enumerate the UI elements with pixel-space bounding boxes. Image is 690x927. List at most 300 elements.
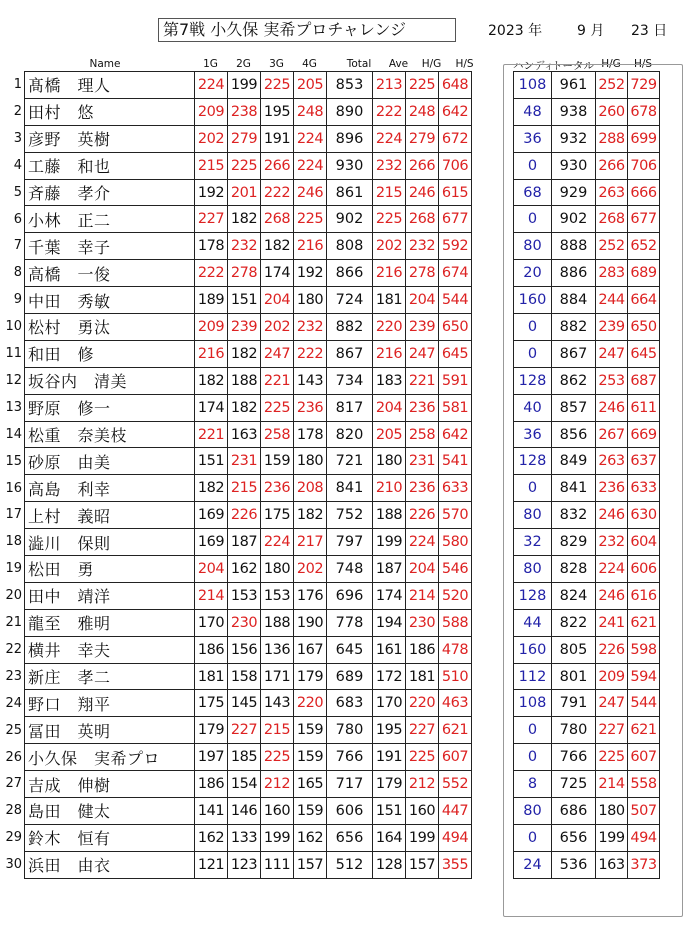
handicap: 48 [514,98,552,125]
row-number: 18 [5,534,22,550]
high-series: 633 [439,475,472,502]
handicap-table [513,71,660,879]
game-score: 221 [261,367,294,394]
header-name: Name [89,58,121,70]
game-score: 222 [294,340,327,367]
game-score: 187 [228,529,261,556]
game-score: 216 [294,233,327,260]
grand-total: 857 [552,394,596,421]
table-row [25,529,472,556]
high-series: 546 [439,556,472,583]
game-score: 159 [294,798,327,825]
table-row [25,394,472,421]
game-score: 258 [261,421,294,448]
game-score: 121 [195,851,228,878]
handicap-high-series: 699 [628,125,660,152]
game-score: 192 [195,179,228,206]
player-name: 小林 正二 [25,206,195,233]
game-score: 180 [294,448,327,475]
player-name: 浜田 由衣 [25,851,195,878]
player-name: 鈴木 恒有 [25,824,195,851]
handicap-high-game: 247 [596,340,628,367]
table-row [25,824,472,851]
handicap: 24 [514,851,552,878]
average-score: 170 [373,690,406,717]
high-game: 224 [406,529,439,556]
table-row [514,529,660,556]
table-row [514,771,660,798]
row-number: 8 [13,265,22,281]
header-grand-total: トータル [552,60,594,72]
game-score: 236 [261,475,294,502]
grand-total: 801 [552,663,596,690]
handicap-high-game: 283 [596,260,628,287]
high-series: 570 [439,502,472,529]
grand-total: 841 [552,475,596,502]
game-score: 224 [294,125,327,152]
grand-total: 536 [552,851,596,878]
game-score: 186 [195,771,228,798]
grand-total: 856 [552,421,596,448]
row-number: 23 [5,668,22,684]
grand-total: 780 [552,717,596,744]
average-score: 161 [373,636,406,663]
game-score: 224 [261,529,294,556]
game-score: 246 [294,179,327,206]
average-score: 181 [373,287,406,314]
table-row [25,609,472,636]
table-row [514,287,660,314]
table-row [514,475,660,502]
row-number: 3 [13,130,22,146]
game-score: 159 [294,744,327,771]
table-row [25,582,472,609]
row-number: 15 [5,453,22,469]
game-score: 202 [195,125,228,152]
header-handicap: ハンディ [513,60,555,72]
handicap-high-series: 373 [628,851,660,878]
row-number: 27 [5,776,22,792]
high-game: 248 [406,98,439,125]
high-series: 672 [439,125,472,152]
game-score: 159 [261,448,294,475]
game-score: 143 [294,367,327,394]
game-score: 178 [195,233,228,260]
total-score: 896 [327,125,373,152]
game-score: 202 [294,556,327,583]
high-game: 227 [406,717,439,744]
game-score: 231 [228,448,261,475]
game-score: 178 [294,421,327,448]
high-game: 266 [406,152,439,179]
game-score: 180 [294,287,327,314]
player-name: 和田 修 [25,340,195,367]
high-series: 478 [439,636,472,663]
total-score: 606 [327,798,373,825]
handicap-high-game: 266 [596,152,628,179]
date-day: 23 日 [631,23,668,39]
game-score: 222 [261,179,294,206]
high-game: 278 [406,260,439,287]
game-score: 169 [195,529,228,556]
row-number: 13 [5,399,22,415]
handicap-high-series: 633 [628,475,660,502]
grand-total: 929 [552,179,596,206]
game-score: 182 [195,367,228,394]
high-game: 221 [406,367,439,394]
average-score: 174 [373,582,406,609]
handicap-high-series: 611 [628,394,660,421]
game-score: 266 [261,152,294,179]
row-number: 30 [5,857,22,873]
table-row [514,367,660,394]
handicap-high-game: 225 [596,744,628,771]
game-score: 192 [294,260,327,287]
game-score: 197 [195,744,228,771]
game-score: 199 [228,72,261,99]
grand-total: 867 [552,340,596,367]
grand-total: 961 [552,72,596,99]
handicap: 36 [514,421,552,448]
game-score: 247 [261,340,294,367]
handicap: 0 [514,475,552,502]
handicap-high-series: 669 [628,421,660,448]
game-score: 225 [294,206,327,233]
high-game: 186 [406,636,439,663]
handicap-high-game: 244 [596,287,628,314]
game-score: 208 [294,475,327,502]
game-score: 189 [195,287,228,314]
total-score: 683 [327,690,373,717]
high-series: 355 [439,851,472,878]
game-score: 227 [195,206,228,233]
table-row [25,125,472,152]
handicap-high-series: 645 [628,340,660,367]
row-number: 26 [5,749,22,765]
total-score: 656 [327,824,373,851]
game-score: 214 [195,582,228,609]
average-score: 187 [373,556,406,583]
average-score: 199 [373,529,406,556]
handicap-high-game: 227 [596,717,628,744]
table-row [25,636,472,663]
header-hs2: H/S [633,58,653,70]
game-score: 179 [294,663,327,690]
handicap-high-game: 253 [596,367,628,394]
handicap-high-game: 226 [596,636,628,663]
high-series: 588 [439,609,472,636]
total-score: 853 [327,72,373,99]
average-score: 128 [373,851,406,878]
grand-total: 886 [552,260,596,287]
average-score: 202 [373,233,406,260]
average-score: 194 [373,609,406,636]
high-game: 230 [406,609,439,636]
table-row [514,179,660,206]
high-game: 225 [406,72,439,99]
average-score: 216 [373,340,406,367]
average-score: 172 [373,663,406,690]
grand-total: 888 [552,233,596,260]
game-score: 238 [228,98,261,125]
handicap-high-series: 687 [628,367,660,394]
table-row [514,556,660,583]
game-score: 221 [195,421,228,448]
table-row [25,798,472,825]
grand-total: 766 [552,744,596,771]
high-game: 157 [406,851,439,878]
row-number: 16 [5,480,22,496]
high-series: 621 [439,717,472,744]
game-score: 232 [228,233,261,260]
table-row [25,233,472,260]
high-series: 642 [439,98,472,125]
high-series: 591 [439,367,472,394]
game-score: 225 [228,152,261,179]
high-series: 552 [439,771,472,798]
player-name: 野口 翔平 [25,690,195,717]
table-row [514,394,660,421]
handicap-high-series: 558 [628,771,660,798]
row-number: 29 [5,830,22,846]
game-score: 157 [294,851,327,878]
high-series: 674 [439,260,472,287]
handicap: 0 [514,824,552,851]
grand-total: 884 [552,287,596,314]
game-score: 205 [294,72,327,99]
game-score: 225 [261,72,294,99]
game-score: 171 [261,663,294,690]
game-score: 195 [261,98,294,125]
average-score: 179 [373,771,406,798]
table-row [514,744,660,771]
grand-total: 824 [552,582,596,609]
high-game: 236 [406,475,439,502]
row-number: 7 [13,238,22,254]
high-series: 463 [439,690,472,717]
total-score: 766 [327,744,373,771]
row-number: 2 [13,103,22,119]
player-name: 千葉 幸子 [25,233,195,260]
grand-total: 849 [552,448,596,475]
grand-total: 656 [552,824,596,851]
game-score: 151 [195,448,228,475]
high-series: 520 [439,582,472,609]
handicap: 108 [514,690,552,717]
handicap-high-series: 677 [628,206,660,233]
handicap: 160 [514,636,552,663]
handicap-high-series: 650 [628,314,660,341]
player-name: 新庄 孝二 [25,663,195,690]
grand-total: 805 [552,636,596,663]
table-row [25,72,472,99]
table-row [25,771,472,798]
game-score: 225 [261,744,294,771]
grand-total: 822 [552,609,596,636]
high-series: 447 [439,798,472,825]
handicap: 128 [514,582,552,609]
handicap: 32 [514,529,552,556]
table-row [25,98,472,125]
handicap-high-series: 494 [628,824,660,851]
handicap-high-series: 666 [628,179,660,206]
game-score: 209 [195,98,228,125]
average-score: 151 [373,798,406,825]
game-score: 212 [261,771,294,798]
header-2g: 2G [236,58,251,70]
game-score: 201 [228,179,261,206]
row-number: 10 [5,319,22,335]
table-row [514,663,660,690]
player-name: 髙橋 理人 [25,72,195,99]
handicap-high-game: 246 [596,394,628,421]
average-score: 213 [373,72,406,99]
high-series: 544 [439,287,472,314]
row-number: 22 [5,641,22,657]
game-score: 182 [228,394,261,421]
row-number: 20 [5,588,22,604]
handicap-high-game: 267 [596,421,628,448]
game-score: 185 [228,744,261,771]
handicap: 80 [514,502,552,529]
handicap: 0 [514,340,552,367]
game-score: 179 [195,717,228,744]
handicap-high-series: 637 [628,448,660,475]
high-series: 645 [439,340,472,367]
high-game: 225 [406,744,439,771]
game-score: 279 [228,125,261,152]
row-number: 9 [13,292,22,308]
header-1g: 1G [203,58,218,70]
grand-total: 862 [552,367,596,394]
handicap-high-series: 621 [628,609,660,636]
row-number: 25 [5,722,22,738]
table-row [25,314,472,341]
player-name: 彦野 英樹 [25,125,195,152]
handicap-high-game: 209 [596,663,628,690]
scores-table [24,71,472,879]
header-3g: 3G [269,58,284,70]
high-series: 648 [439,72,472,99]
table-row [25,448,472,475]
high-game: 160 [406,798,439,825]
game-score: 215 [261,717,294,744]
game-score: 224 [195,72,228,99]
row-number: 5 [13,184,22,200]
handicap: 128 [514,367,552,394]
table-row [514,851,660,878]
total-score: 689 [327,663,373,690]
game-score: 220 [294,690,327,717]
game-score: 227 [228,717,261,744]
row-number: 12 [5,372,22,388]
high-game: 239 [406,314,439,341]
handicap: 128 [514,448,552,475]
grand-total: 902 [552,206,596,233]
game-score: 182 [228,340,261,367]
handicap: 80 [514,556,552,583]
player-name: 高橋 一俊 [25,260,195,287]
table-row [514,717,660,744]
total-score: 778 [327,609,373,636]
table-row [514,798,660,825]
player-name: 吉成 伸樹 [25,771,195,798]
handicap-high-game: 180 [596,798,628,825]
game-score: 239 [228,314,261,341]
row-number: 6 [13,211,22,227]
table-row [514,609,660,636]
handicap-high-series: 729 [628,72,660,99]
handicap: 112 [514,663,552,690]
player-name: 田村 悠 [25,98,195,125]
handicap: 80 [514,233,552,260]
game-score: 143 [261,690,294,717]
high-series: 642 [439,421,472,448]
handicap-high-game: 252 [596,72,628,99]
grand-total: 938 [552,98,596,125]
game-score: 169 [195,502,228,529]
high-series: 615 [439,179,472,206]
row-number: 19 [5,561,22,577]
total-score: 696 [327,582,373,609]
average-score: 232 [373,152,406,179]
average-score: 204 [373,394,406,421]
table-row [25,179,472,206]
handicap-high-series: 652 [628,233,660,260]
high-game: 204 [406,556,439,583]
game-score: 159 [294,717,327,744]
game-score: 154 [228,771,261,798]
total-score: 734 [327,367,373,394]
game-score: 248 [294,98,327,125]
handicap: 108 [514,72,552,99]
handicap-high-game: 288 [596,125,628,152]
high-game: 212 [406,771,439,798]
game-score: 222 [195,260,228,287]
high-game: 279 [406,125,439,152]
table-row [25,206,472,233]
game-score: 217 [294,529,327,556]
total-score: 867 [327,340,373,367]
grand-total: 828 [552,556,596,583]
game-score: 230 [228,609,261,636]
game-score: 165 [294,771,327,798]
high-game: 181 [406,663,439,690]
game-score: 225 [261,394,294,421]
table-row [514,636,660,663]
grand-total: 725 [552,771,596,798]
game-score: 236 [294,394,327,421]
game-score: 180 [261,556,294,583]
grand-total: 932 [552,125,596,152]
average-score: 183 [373,367,406,394]
game-score: 215 [228,475,261,502]
grand-total: 832 [552,502,596,529]
player-name: 冨田 英明 [25,717,195,744]
handicap: 68 [514,179,552,206]
game-score: 204 [195,556,228,583]
row-number: 17 [5,507,22,523]
total-score: 724 [327,287,373,314]
grand-total: 686 [552,798,596,825]
handicap-high-series: 678 [628,98,660,125]
handicap: 40 [514,394,552,421]
handicap: 0 [514,206,552,233]
handicap-high-series: 544 [628,690,660,717]
game-score: 153 [228,582,261,609]
high-game: 236 [406,394,439,421]
handicap: 0 [514,152,552,179]
